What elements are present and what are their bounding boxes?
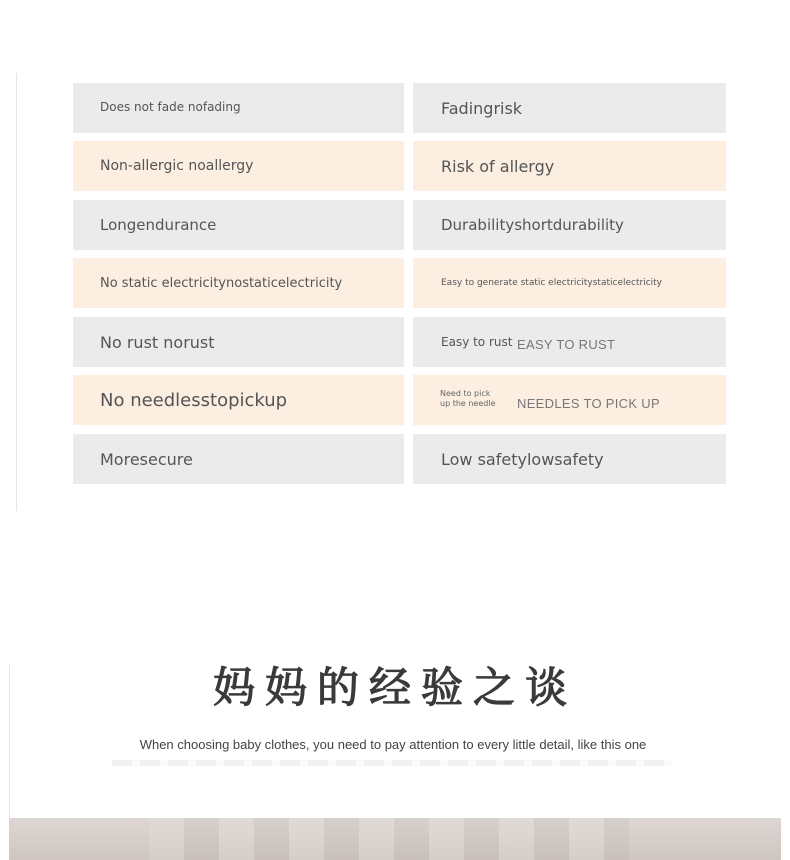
comparison-left-text: No static electricitynostaticelectricity bbox=[100, 275, 343, 291]
comparison-left-cell bbox=[73, 317, 404, 367]
comparison-right-text: Easy to rust bbox=[441, 335, 513, 349]
comparison-right-caps-text: NEEDLES TO PICK UP bbox=[517, 396, 660, 411]
comparison-left-text: Does not fade nofading bbox=[100, 100, 241, 114]
comparison-left-cell bbox=[73, 83, 404, 133]
comparison-right-cell bbox=[413, 200, 726, 250]
comparison-left-cell bbox=[73, 434, 404, 484]
comparison-right-text: Easy to generate static electricitystaticelectricity bbox=[441, 278, 663, 288]
comparison-right-text: Durabilityshortdurability bbox=[441, 216, 624, 234]
comparison-right-small-text bbox=[440, 389, 496, 409]
comparison-right-caps-text: EASY TO RUST bbox=[517, 337, 616, 352]
comparison-right-cell bbox=[413, 258, 726, 308]
comparison-left-text: No needlesstopickup bbox=[100, 389, 288, 411]
left-divider-line bbox=[16, 73, 17, 511]
comparison-right-small-line: up the needle bbox=[440, 399, 496, 408]
comparison-left-text: No rust norust bbox=[100, 332, 215, 352]
section-subtitle: When choosing baby clothes, you need to pay attention to every little detail, like this one bbox=[139, 737, 647, 752]
comparison-left-text: Non-allergic noallergy bbox=[100, 158, 254, 174]
comparison-right-text: Low safetylowsafety bbox=[441, 449, 604, 469]
comparison-right-cell bbox=[413, 434, 726, 484]
comparison-left-cell bbox=[73, 200, 404, 250]
faded-text-band bbox=[112, 760, 672, 766]
comparison-right-cell bbox=[413, 317, 726, 367]
comparison-left-text: Moresecure bbox=[100, 449, 193, 469]
product-photo-strip bbox=[9, 818, 781, 860]
comparison-right-cell bbox=[413, 141, 726, 191]
section-title: 妈妈的经验之谈 bbox=[212, 663, 577, 712]
comparison-left-cell bbox=[73, 141, 404, 191]
comparison-left-text: Longendurance bbox=[100, 216, 217, 234]
comparison-right-cell bbox=[413, 375, 726, 425]
comparison-right-text: Fadingrisk bbox=[441, 98, 523, 118]
comparison-right-cell bbox=[413, 83, 726, 133]
comparison-right-small-line: Need to pick bbox=[440, 389, 491, 398]
comparison-right-text: Risk of allergy bbox=[441, 156, 555, 176]
comparison-left-cell bbox=[73, 375, 404, 425]
comparison-left-cell bbox=[73, 258, 404, 308]
